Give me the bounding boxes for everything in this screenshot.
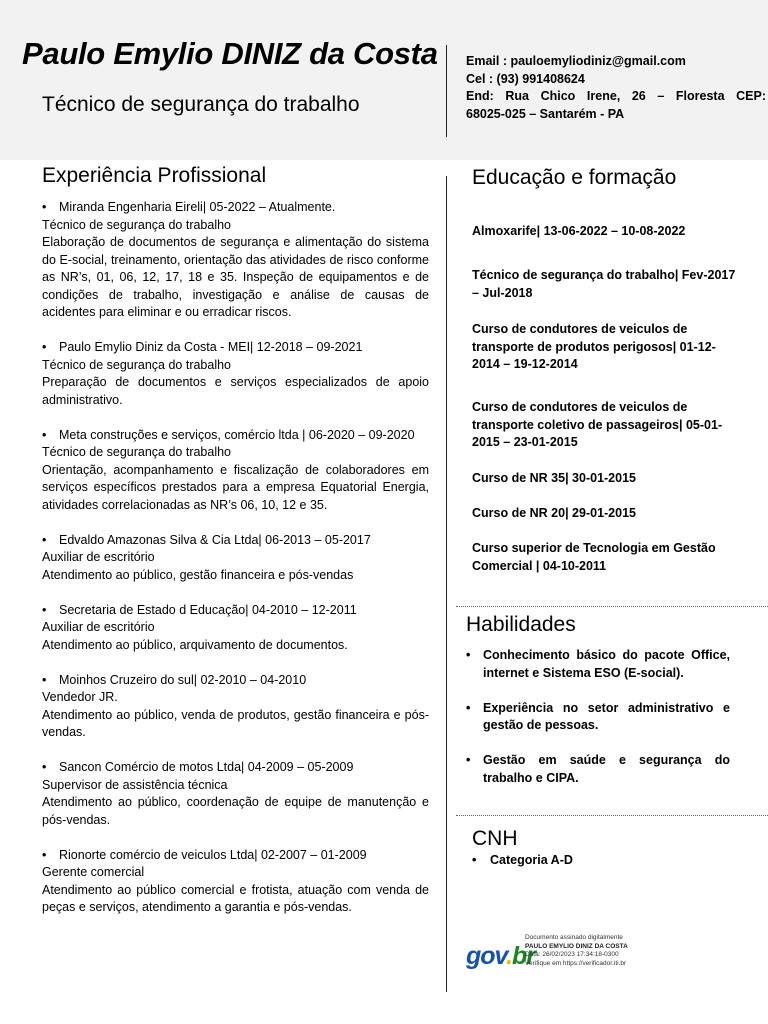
job-description: Elaboração de documentos de segurança e alimentação do sistema do E-social, treinamento, orientação das atividades de risco conforme as NR’s, 01, 06, 12, 17, 18 e 35. Inspeção de equipamentos e de condições de trabalho, investigação e análise de causas de acidentes para eliminar e ou erradicar riscos.	[42, 235, 429, 319]
bullet: •	[472, 853, 477, 867]
education-item: Curso superior de Tecnologia em Gestão Comercial | 04-10-2011	[472, 541, 716, 573]
skill-item	[466, 647, 730, 682]
signature-text	[525, 934, 628, 968]
job-position: Gerente comercial	[42, 865, 145, 879]
skills-title: Habilidades	[466, 613, 576, 636]
experience-list	[42, 199, 429, 934]
job-entry	[42, 602, 429, 655]
section-divider	[456, 815, 768, 816]
job-description: Atendimento ao público comercial e frotista, atuação com venda de peças e serviços, atendimento a garantia e pós-vendas.	[42, 882, 429, 914]
bullet: •	[42, 200, 47, 214]
skill-item	[466, 752, 730, 787]
job-position: Técnico de segurança do trabalho	[42, 357, 232, 372]
job-company: Rionorte comércio de veiculos Ltda| 02-2007 – 01-2009	[59, 847, 367, 862]
logo-gov: gov	[466, 942, 507, 970]
section-divider	[456, 606, 768, 607]
education-title: Educação e formação	[472, 166, 677, 189]
cnh-item	[472, 853, 573, 867]
education-item: Curso de condutores de veiculos de transporte de produtos perigosos| 01-12-2014 – 19-12-2014	[472, 322, 716, 371]
job-position: Auxiliar de escritório	[42, 620, 155, 634]
education-item: Curso de NR 35| 30-01-2015	[472, 471, 636, 485]
signature-line1: Documento assinado digitalmente	[525, 934, 623, 941]
education-item: Curso de NR 20| 29-01-2015	[472, 506, 636, 520]
skills-list	[466, 647, 730, 805]
job-position: Vendedor JR.	[42, 690, 118, 704]
logo-dot: .	[506, 942, 513, 970]
contact-phone: Cel : (93) 991408624	[466, 71, 585, 86]
job-position: Supervisor de assistência técnica	[42, 777, 228, 792]
job-company: Moinhos Cruzeiro do sul| 02-2010 – 04-2010	[59, 672, 307, 687]
job-description: Atendimento ao público, venda de produtos, gestão financeira e pós-vendas.	[42, 707, 429, 739]
skill-text: Gestão em saúde e segurança do trabalho e CIPA.	[483, 753, 730, 785]
job-description: Atendimento ao público, gestão financeira e pós-vendas	[42, 567, 354, 582]
job-company: Sancon Comércio de motos Ltda| 04-2009 – 05-2009	[59, 760, 354, 774]
skill-text: Conhecimento básico do pacote Office, internet e Sistema ESO (E-social).	[483, 648, 730, 680]
job-company: Edvaldo Amazonas Silva & Cia Ltda| 06-2013 – 05-2017	[59, 532, 371, 547]
education-item: Técnico de segurança do trabalho| Fev-2017 – Jul-2018	[472, 268, 736, 300]
header-divider	[446, 45, 447, 137]
contact-block	[466, 53, 768, 123]
job-position: Auxiliar de escritório	[42, 550, 155, 564]
bullet: •	[466, 753, 471, 767]
candidate-role: Técnico de segurança do trabalho	[42, 93, 360, 116]
job-entry	[42, 339, 429, 409]
column-divider	[446, 176, 447, 992]
contact-address-line1: End: Rua Chico Irene, 26 – Floresta CEP:	[466, 89, 766, 103]
job-entry	[42, 532, 429, 585]
signature-signer: PAULO EMYLIO DINIZ DA COSTA	[525, 942, 628, 950]
bullet: •	[42, 847, 47, 862]
education-item: Curso de condutores de veiculos de transporte coletivo de passageiros| 05-01-2015 – 23-01-2015	[472, 400, 723, 449]
digital-signature	[466, 934, 666, 978]
experience-title: Experiência Profissional	[42, 164, 267, 187]
bullet: •	[42, 340, 47, 354]
education-item: Almoxarife| 13-06-2022 – 10-08-2022	[472, 224, 686, 238]
contact-email: Email : pauloemyliodiniz@gmail.com	[466, 54, 686, 68]
logo-br: br	[512, 942, 536, 970]
job-entry	[42, 672, 429, 742]
candidate-name: Paulo Emylio DINIZ da Costa	[22, 36, 438, 71]
job-description: Atendimento ao público, arquivamento de documentos.	[42, 637, 348, 652]
bullet: •	[42, 672, 47, 687]
job-company: Miranda Engenharia Eireli| 05-2022 – Atualmente.	[59, 200, 336, 214]
skill-item	[466, 700, 730, 735]
bullet: •	[42, 602, 47, 617]
bullet: •	[466, 700, 471, 715]
bullet: •	[42, 760, 47, 774]
bullet: •	[42, 532, 47, 547]
job-entry	[42, 847, 429, 917]
job-company: Paulo Emylio Diniz da Costa - MEI| 12-2018 – 09-2021	[59, 340, 363, 354]
job-description: Atendimento ao público, coordenação de equipe de manutenção e pós-vendas.	[42, 795, 429, 827]
job-position: Técnico de segurança do trabalho	[42, 445, 232, 459]
job-description: Preparação de documentos e serviços especializados de apoio administrativo.	[42, 375, 429, 407]
signature-verify: Verifique em https://verificador.iti.br	[525, 959, 627, 967]
job-entry	[42, 759, 429, 829]
signature-date: Data: 26/02/2023 17:34:18-0300	[525, 951, 619, 958]
job-description: Orientação, acompanhamento e fiscalização de colaboradores em serviços específicos prestados para a empresa Equatorial Energia, atividades correlacionadas as NR’s 06, 10, 12 e 35.	[42, 462, 429, 512]
job-company: Meta construções e serviços, comércio ltda | 06-2020 – 09-2020	[59, 427, 415, 442]
job-entry	[42, 199, 429, 322]
contact-address-line2: 68025-025 – Santarém - PA	[466, 106, 625, 121]
job-company: Secretaria de Estado d Educação| 04-2010 – 12-2011	[59, 602, 357, 617]
job-entry	[42, 427, 429, 515]
skill-text: Experiência no setor administrativo e gestão de pessoas.	[483, 700, 730, 732]
cnh-text: Categoria A-D	[490, 853, 573, 867]
bullet: •	[466, 648, 471, 662]
cnh-title: CNH	[472, 827, 518, 850]
bullet: •	[42, 427, 47, 442]
job-position: Técnico de segurança do trabalho	[42, 217, 232, 232]
